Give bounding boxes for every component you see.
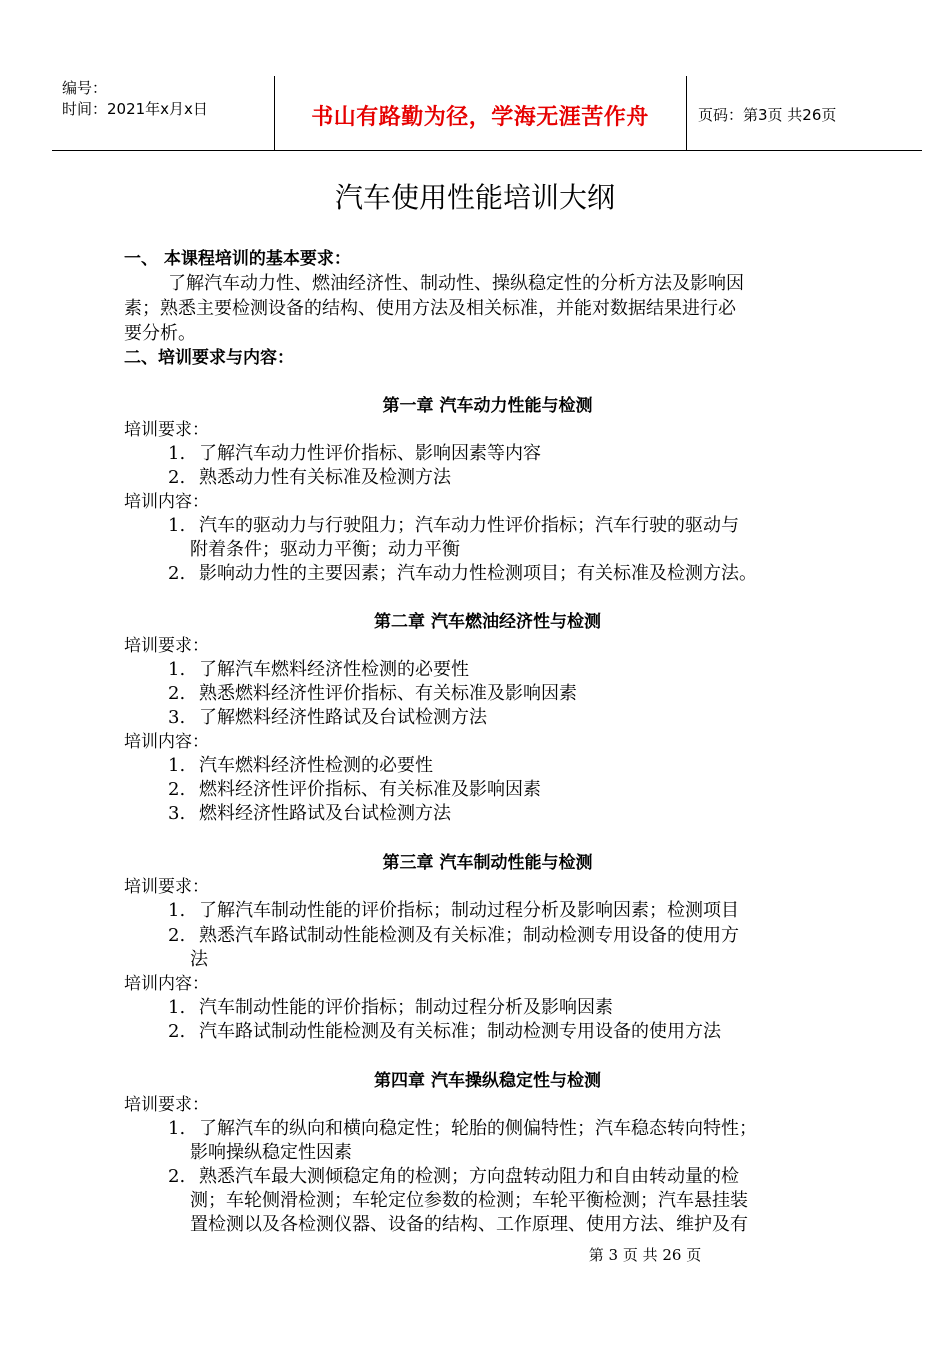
content-label: 培训内容： — [124, 732, 209, 752]
paragraph-line: 要分析。 — [124, 323, 196, 344]
list-item: 2. 燃料经济性评价指标、有关标准及影响因素 — [168, 779, 541, 800]
list-item: 3. 燃料经济性路试及台试检测方法 — [168, 803, 451, 824]
list-item: 1. 了解汽车制动性能的评价指标；制动过程分析及影响因素；检测项目 — [168, 900, 739, 921]
list-item-continuation: 法 — [190, 949, 208, 970]
list-item-continuation: 置检测以及各检测仪器、设备的结构、工作原理、使用方法、维护及有 — [190, 1214, 748, 1235]
list-item: 1. 汽车的驱动力与行驶阻力；汽车动力性评价指标；汽车行驶的驱动与 — [168, 515, 739, 536]
header-divider — [686, 76, 687, 150]
list-item: 1. 了解汽车动力性评价指标、影响因素等内容 — [168, 443, 541, 464]
document-title: 汽车使用性能培训大纲 — [334, 181, 615, 214]
list-item: 2. 熟悉汽车最大测倾稳定角的检测；方向盘转动阻力和自由转动量的检 — [168, 1166, 739, 1187]
chapter-title: 第四章 汽车操纵稳定性与检测 — [374, 1071, 601, 1091]
time-label: 时间：2021年x月x日 — [62, 100, 208, 118]
list-item: 2. 熟悉动力性有关标准及检测方法 — [168, 467, 451, 488]
list-item: 2. 影响动力性的主要因素；汽车动力性检测项目；有关标准及检测方法。 — [168, 563, 757, 584]
list-item: 2. 熟悉汽车路试制动性能检测及有关标准；制动检测专用设备的使用方 — [168, 925, 739, 946]
content-label: 培训内容： — [124, 974, 209, 994]
list-item: 1. 汽车燃料经济性检测的必要性 — [168, 755, 433, 776]
content-label: 培训内容： — [124, 492, 209, 512]
list-item-continuation: 测；车轮侧滑检测；车轮定位参数的检测；车轮平衡检测；汽车悬挂装 — [190, 1190, 748, 1211]
requirements-label: 培训要求： — [124, 1095, 209, 1115]
paragraph-line: 了解汽车动力性、燃油经济性、制动性、操纵稳定性的分析方法及影响因 — [168, 273, 744, 294]
list-item: 3. 了解燃料经济性路试及台试检测方法 — [168, 707, 487, 728]
header-motto: 书山有路勤为径，学海无涯苦作舟 — [311, 105, 649, 130]
paragraph-line: 素；熟悉主要检测设备的结构、使用方法及相关标准，并能对数据结果进行必 — [124, 298, 736, 319]
header-page-info: 页码：第3页 共26页 — [698, 106, 837, 124]
page-header — [52, 76, 922, 151]
list-item-continuation: 影响操纵稳定性因素 — [190, 1142, 352, 1163]
list-item: 1. 汽车制动性能的评价指标；制动过程分析及影响因素 — [168, 997, 613, 1018]
requirements-label: 培训要求： — [124, 636, 209, 656]
page-footer: 第 3 页 共 26 页 — [588, 1246, 702, 1264]
section-heading: 一、 本课程培训的基本要求： — [124, 249, 351, 269]
list-item: 1. 了解汽车的纵向和横向稳定性；轮胎的侧偏特性；汽车稳态转向特性； — [168, 1118, 757, 1139]
list-item-continuation: 附着条件；驱动力平衡；动力平衡 — [190, 539, 460, 560]
list-item: 1. 了解汽车燃料经济性检测的必要性 — [168, 659, 469, 680]
list-item: 2. 汽车路试制动性能检测及有关标准；制动检测专用设备的使用方法 — [168, 1021, 721, 1042]
requirements-label: 培训要求： — [124, 877, 209, 897]
requirements-label: 培训要求： — [124, 420, 209, 440]
number-label: 编号： — [62, 79, 108, 97]
chapter-title: 第三章 汽车制动性能与检测 — [382, 853, 593, 873]
chapter-title: 第二章 汽车燃油经济性与检测 — [374, 612, 601, 632]
section-heading: 二、培训要求与内容： — [124, 348, 294, 368]
list-item: 2. 熟悉燃料经济性评价指标、有关标准及影响因素 — [168, 683, 577, 704]
chapter-title: 第一章 汽车动力性能与检测 — [382, 396, 593, 416]
header-meta — [62, 78, 274, 120]
